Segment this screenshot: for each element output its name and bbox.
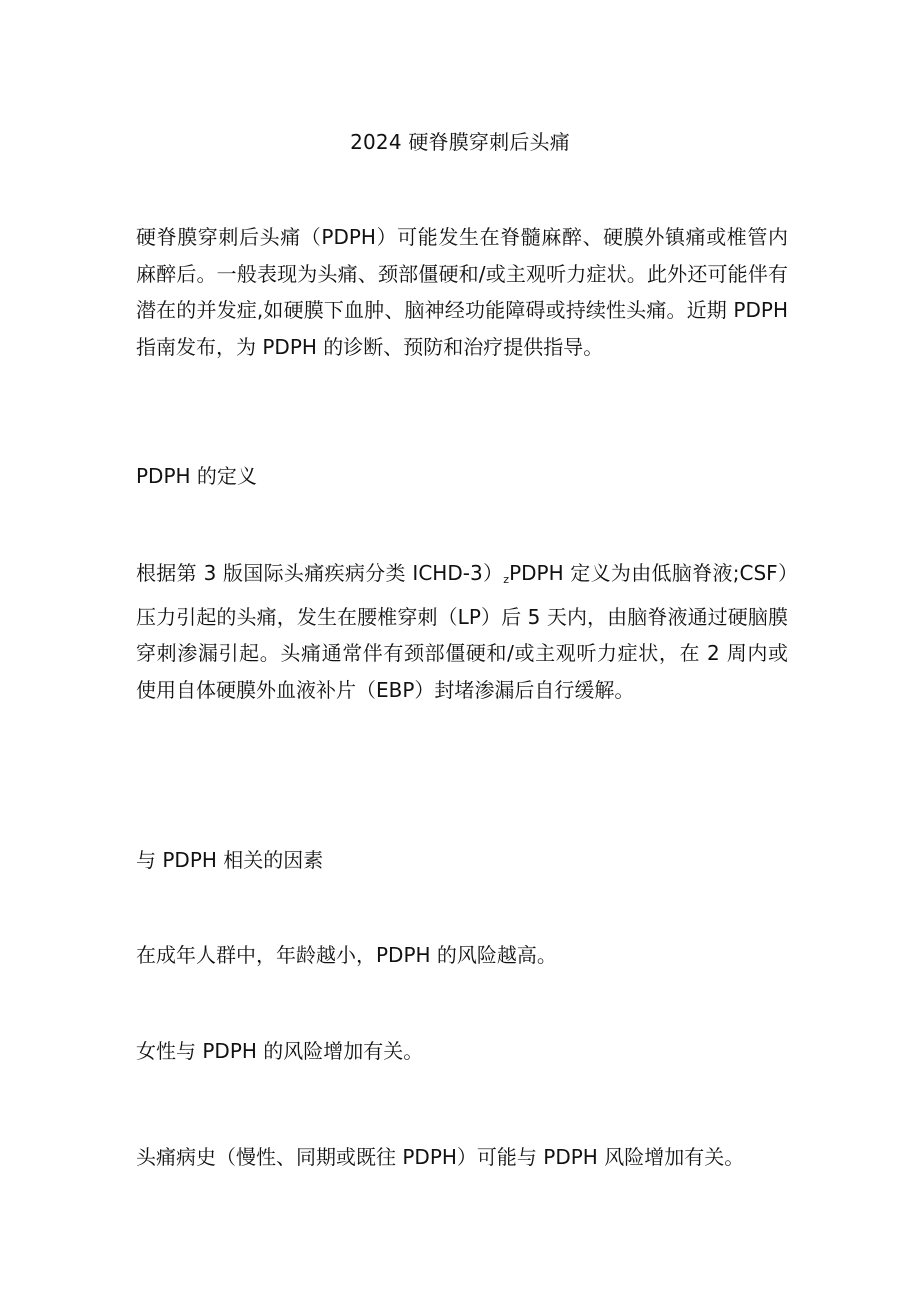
definition-paragraph — [136, 555, 788, 708]
factor-item-headache-history: 头痛病史（慢性、同期或既往 PDPH）可能与 PDPH 风险增加有关。 — [136, 1145, 745, 1169]
definition-text-part2: PDPH 定义为由低脑脊液;CSF）压力引起的头痛，发生在腰椎穿刺（LP）后 5 天内，由脑脊液通过硬脑膜穿刺渗漏引起。头痛通常伴有颈部僵硬和/或主观听力症状，在 2 周内或使用自体硬膜外血液补片（EBP）封堵渗漏后自行缓解。 — [136, 561, 788, 702]
section-heading-definition: PDPH 的定义 — [136, 464, 257, 488]
intro-paragraph: 硬脊膜穿刺后头痛（PDPH）可能发生在脊髓麻醉、硬膜外镇痛或椎管内麻醉后。一般表现为头痛、颈部僵硬和/或主观听力症状。此外还可能伴有潜在的并发症,如硬膜下血肿、脑神经功能障碍或持续性头痛。近期 PDPH 指南发布，为 PDPH 的诊断、预防和治疗提供指导。 — [136, 225, 788, 359]
section-heading-factors: 与 PDPH 相关的因素 — [136, 848, 324, 872]
document-title: 2024 硬脊膜穿刺后头痛 — [350, 130, 570, 154]
factor-item-age: 在成年人群中，年龄越小，PDPH 的风险越高。 — [136, 943, 557, 967]
factor-item-female: 女性与 PDPH 的风险增加有关。 — [136, 1039, 424, 1063]
definition-text-part1: 根据第 3 版国际头痛疾病分类 ICHD-3） — [136, 561, 504, 585]
definition-subscript: z — [503, 573, 510, 586]
